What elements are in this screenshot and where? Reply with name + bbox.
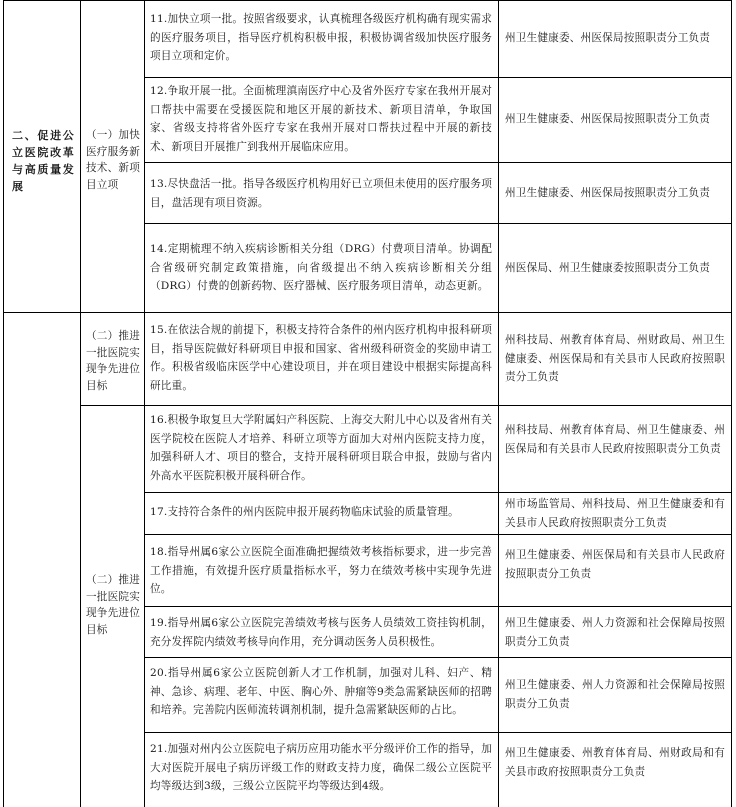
- row-divider: [144, 657, 732, 658]
- measure-text: 20.指导州属6家公立医院创新人才工作机制，加强对儿科、妇产、精神、急诊、病理、老年、中医、胸心外、肿瘤等9类急需紧缺医师的招聘和培养。完善院内医师流转调剂机制，提升急需紧缺医师的占比。: [150, 667, 492, 716]
- responsible-units: 州卫生健康委、州医保局按照职责分工负责: [505, 187, 711, 199]
- row-divider: [144, 162, 732, 163]
- subcategory-label: （二）推进一批医院实现争先进位目标: [86, 574, 140, 636]
- column-divider-1: [80, 0, 81, 807]
- measure-text: 15.在依法合规的前提下，积极支持符合条件的州内医疗机构申报科研项目，指导医院做好科研项目申报和国家、省州级科研资金的奖励申请工作。积极省级临床医学中心建设项目，并在项目建设中根据实际提高科研比重。: [150, 324, 492, 392]
- responsible-units: 州卫生健康委、州医保局按照职责分工负责: [505, 32, 711, 44]
- subcategory-label: （一）加快医疗服务新技术、新项目立项: [86, 129, 140, 191]
- column-divider-3: [498, 0, 499, 807]
- row-divider: [144, 534, 732, 535]
- row-divider: [80, 405, 732, 406]
- responsible-units: 州卫生健康委、州医保局按照职责分工负责: [505, 113, 711, 125]
- category-label: 二、促进公立医院改革与高质量发展: [12, 129, 74, 193]
- table-border-top: [3, 0, 732, 1]
- table-border-right: [731, 0, 732, 807]
- measure-text: 14.定期梳理不纳入疾病诊断相关分组（DRG）付费项目清单。协调配合省级研究制定政策措施，向省级提出不纳入疾病诊断相关分组（DRG）付费的创新药物、医疗器械、医疗服务项目清单，动态更新。: [150, 243, 492, 292]
- measure-text: 13.尽快盘活一批。指导各级医疗机构用好已立项但未使用的医疗服务项目，盘活现有项目资源。: [150, 178, 492, 209]
- column-divider-2: [144, 0, 145, 807]
- measure-text: 16.积极争取复旦大学附属妇产科医院、上海交大附儿中心以及省州有关医学院校在医院人才培养、科研立项等方面加大对州内医院支持力度，加强科研人才、项目的整合，支持开展科研项目联合申报，鼓励与省内外高水平医院积极开展科研合作。: [150, 414, 492, 482]
- row-divider: [144, 732, 732, 733]
- measure-text: 12.争取开展一批。全面梳理滇南医疗中心及省外医疗专家在我州开展对口帮扶中需要在受援医院和地区开展的新技术、新项目清单，争取国家、省级支持将省外医疗专家在我州开展对口帮扶过程中开展的新技术、新项目开展推广到我州开展临床应用。: [150, 85, 492, 153]
- responsible-units: 州卫生健康委、州医保局和有关县市人民政府按照职责分工负责: [505, 549, 725, 580]
- responsible-units: 州医保局、州卫生健康委按照职责分工负责: [505, 262, 711, 274]
- row-divider: [144, 77, 732, 78]
- measure-text: 18.指导州属6家公立医院全面准确把握绩效考核指标要求，进一步完善工作措施，有效提升医疗质量指标水平，努力在绩效考核中实现争先进位。: [150, 546, 492, 595]
- row-divider: [144, 492, 732, 493]
- responsible-units: 州科技局、州教育体育局、州卫生健康委、州医保局和有关县市人民政府按照职责分工负责: [505, 424, 725, 455]
- measure-text: 21.加强对州内公立医院电子病历应用功能水平分级评价工作的指导，加大对医院开展电子病历评级工作的财政支持力度，确保二级公立医院平均等级达到3级，三级公立医院平均等级达到4级。: [150, 743, 492, 792]
- row-divider: [144, 606, 732, 607]
- table-border-left: [3, 0, 4, 807]
- responsible-units: 州卫生健康委、州人力资源和社会保障局按照职责分工负责: [505, 679, 725, 710]
- section-divider: [3, 312, 732, 313]
- measure-text: 19.指导州属6家公立医院完善绩效考核与医务人员绩效工资挂钩机制，充分发挥院内绩效考核导向作用，充分调动医务人员积极性。: [150, 617, 492, 648]
- subcategory-label: （二）推进一批医院实现争先进位目标: [86, 330, 140, 392]
- measure-text: 11.加快立项一批。按照省级要求，认真梳理各级医疗机构确有现实需求的医疗服务项目，指导医疗机构积极申报，积极协调省级加快医疗服务项目立项和定价。: [150, 13, 492, 62]
- row-divider: [144, 223, 732, 224]
- responsible-units: 州科技局、州教育体育局、州财政局、州卫生健康委、州医保局和有关县市人民政府按照职责分工负责: [505, 334, 725, 383]
- responsible-units: 州市场监管局、州科技局、州卫生健康委和有关县市人民政府按照职责分工负责: [505, 498, 725, 529]
- responsible-units: 州卫生健康委、州教育体育局、州财政局和有关县市政府按照职责分工负责: [505, 747, 725, 778]
- responsible-units: 州卫生健康委、州人力资源和社会保障局按照职责分工负责: [505, 617, 725, 648]
- measure-text: 17.支持符合条件的州内医院申报开展药物临床试验的质量管理。: [150, 506, 459, 518]
